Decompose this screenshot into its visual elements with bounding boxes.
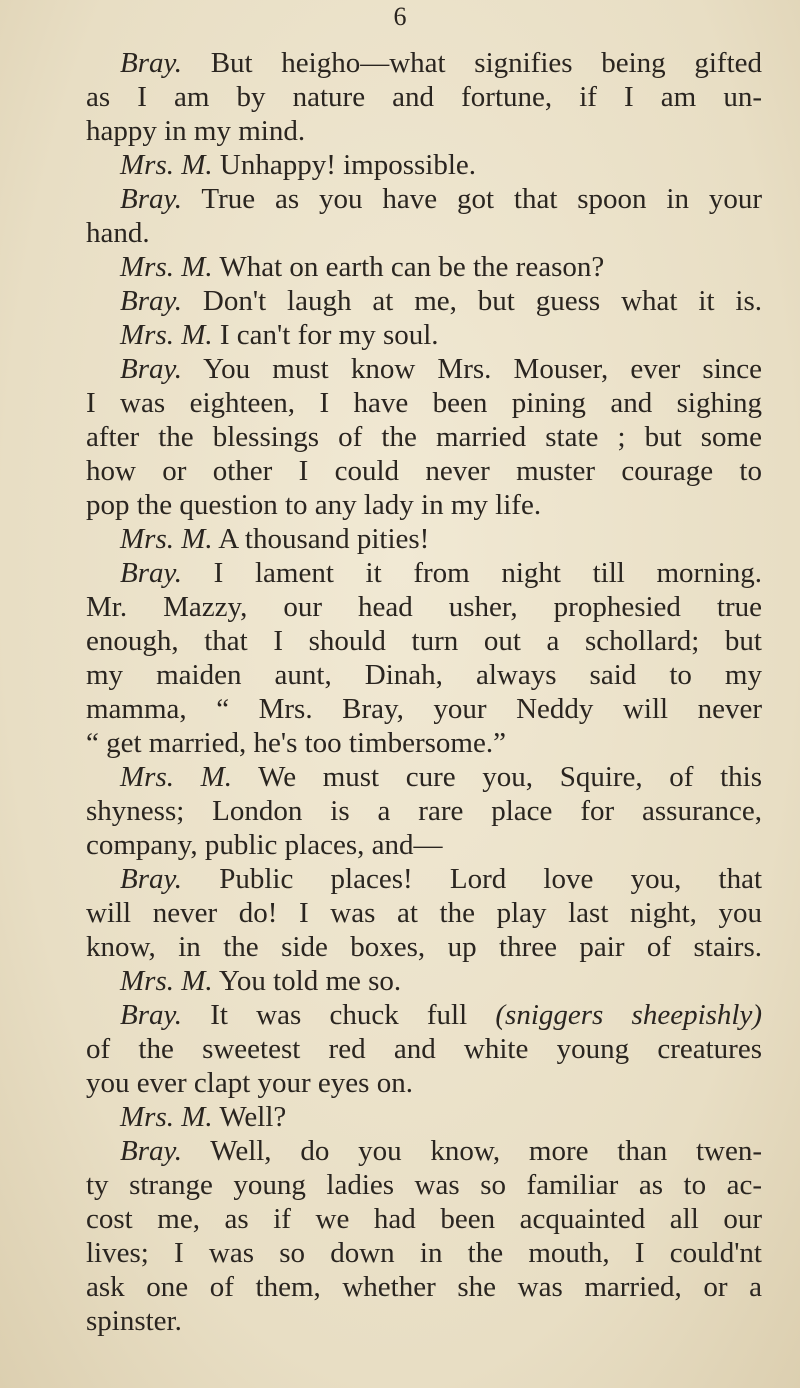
text-line — [86, 692, 762, 726]
text-line — [86, 80, 762, 114]
text-line — [86, 1270, 762, 1304]
text-line — [86, 590, 762, 624]
text-line — [86, 1304, 762, 1338]
stage-direction: (sniggers sheepishly) — [495, 999, 762, 1031]
speaker-name: Bray. — [120, 863, 183, 895]
text-line — [86, 1236, 762, 1270]
text-line — [86, 352, 762, 386]
text-line — [86, 114, 762, 148]
line-text: It was chuck full — [182, 999, 496, 1031]
line-text: Public places! Lord love you, that — [182, 863, 762, 895]
line-text: spinster. — [86, 1305, 182, 1337]
line-text: But heigho—what signifies being gifted — [182, 47, 762, 79]
line-text: You told me so. — [212, 965, 402, 997]
text-line — [86, 896, 762, 930]
line-text: ty strange young ladies was so familiar as to ac- — [86, 1169, 762, 1201]
text-line — [86, 1100, 762, 1134]
text-line — [86, 556, 762, 590]
text-line — [86, 250, 762, 284]
dialogue-text — [86, 46, 762, 1338]
speaker-name: Mrs. M. — [120, 1101, 213, 1133]
line-text: company, public places, and— — [86, 829, 443, 861]
speaker-name: Bray. — [120, 557, 183, 589]
speaker-name: Bray. — [120, 285, 183, 317]
line-text: Unhappy! impossible. — [212, 149, 477, 181]
page-number: 6 — [393, 2, 407, 31]
text-line — [86, 1032, 762, 1066]
speaker-name: Mrs. M. — [120, 319, 213, 351]
line-text: A thousand pities! — [212, 523, 430, 555]
text-line — [86, 522, 762, 556]
line-text: know, in the side boxes, up three pair of stairs. — [86, 931, 762, 963]
text-line — [86, 318, 762, 352]
line-text: you ever clapt your eyes on. — [86, 1067, 413, 1099]
line-text: Mr. Mazzy, our head usher, prophesied true — [86, 591, 762, 623]
speaker-name: Mrs. M. — [120, 149, 213, 181]
speaker-name: Bray. — [120, 1135, 183, 1167]
speaker-name: Bray. — [120, 47, 183, 79]
text-line — [86, 794, 762, 828]
line-text: True as you have got that spoon in your — [182, 183, 762, 215]
line-text: pop the question to any lady in my life. — [86, 489, 542, 521]
line-text: mamma, “ Mrs. Bray, your Neddy will never — [86, 693, 762, 725]
text-line — [86, 1168, 762, 1202]
line-text: my maiden aunt, Dinah, always said to my — [86, 659, 762, 691]
line-text: as I am by nature and fortune, if I am un- — [86, 81, 762, 113]
line-text: Well, do you know, more than twen- — [182, 1135, 762, 1167]
text-line — [86, 760, 762, 794]
speaker-name: Mrs. M. — [120, 761, 233, 793]
line-text: I was eighteen, I have been pining and sighing — [86, 387, 762, 419]
line-text: We must cure you, Squire, of this — [232, 761, 762, 793]
text-line — [86, 998, 762, 1032]
text-line — [86, 862, 762, 896]
speaker-name: Mrs. M. — [120, 523, 213, 555]
text-line — [86, 216, 762, 250]
text-line — [86, 624, 762, 658]
text-line — [86, 46, 762, 80]
line-text: enough, that I should turn out a schollard; but — [86, 625, 762, 657]
line-text: Don't laugh at me, but guess what it is. — [182, 285, 762, 317]
text-line — [86, 454, 762, 488]
line-text: I lament it from night till morning. — [182, 557, 762, 589]
line-text: lives; I was so down in the mouth, I could'nt — [86, 1237, 762, 1269]
text-line — [86, 658, 762, 692]
text-line — [86, 420, 762, 454]
text-line — [86, 148, 762, 182]
line-text: cost me, as if we had been acquainted all our — [86, 1203, 762, 1235]
text-line — [86, 964, 762, 998]
speaker-name: Mrs. M. — [120, 965, 213, 997]
text-line — [86, 726, 762, 760]
line-text: how or other I could never muster courage to — [86, 455, 762, 487]
text-line — [86, 1134, 762, 1168]
line-text: “ get married, he's too timbersome.” — [86, 727, 506, 759]
text-line — [86, 1202, 762, 1236]
text-line — [86, 930, 762, 964]
line-text: hand. — [86, 217, 150, 249]
line-text: will never do! I was at the play last night, you — [86, 897, 762, 929]
line-text: Well? — [212, 1101, 287, 1133]
text-line — [86, 488, 762, 522]
text-line — [86, 284, 762, 318]
line-text: What on earth can be the reason? — [212, 251, 605, 283]
line-text: I can't for my soul. — [212, 319, 439, 351]
line-text: You must know Mrs. Mouser, ever since — [182, 353, 762, 385]
line-text: ask one of them, whether she was married, or a — [86, 1271, 762, 1303]
speaker-name: Mrs. M. — [120, 251, 213, 283]
speaker-name: Bray. — [120, 353, 183, 385]
text-line — [86, 1066, 762, 1100]
line-text: after the blessings of the married state ; but some — [86, 421, 762, 453]
speaker-name: Bray. — [120, 999, 183, 1031]
speaker-name: Bray. — [120, 183, 183, 215]
line-text: of the sweetest red and white young creatures — [86, 1033, 762, 1065]
text-line — [86, 386, 762, 420]
line-text: shyness; London is a rare place for assurance, — [86, 795, 762, 827]
text-line — [86, 828, 762, 862]
text-line — [86, 182, 762, 216]
line-text: happy in my mind. — [86, 115, 306, 147]
